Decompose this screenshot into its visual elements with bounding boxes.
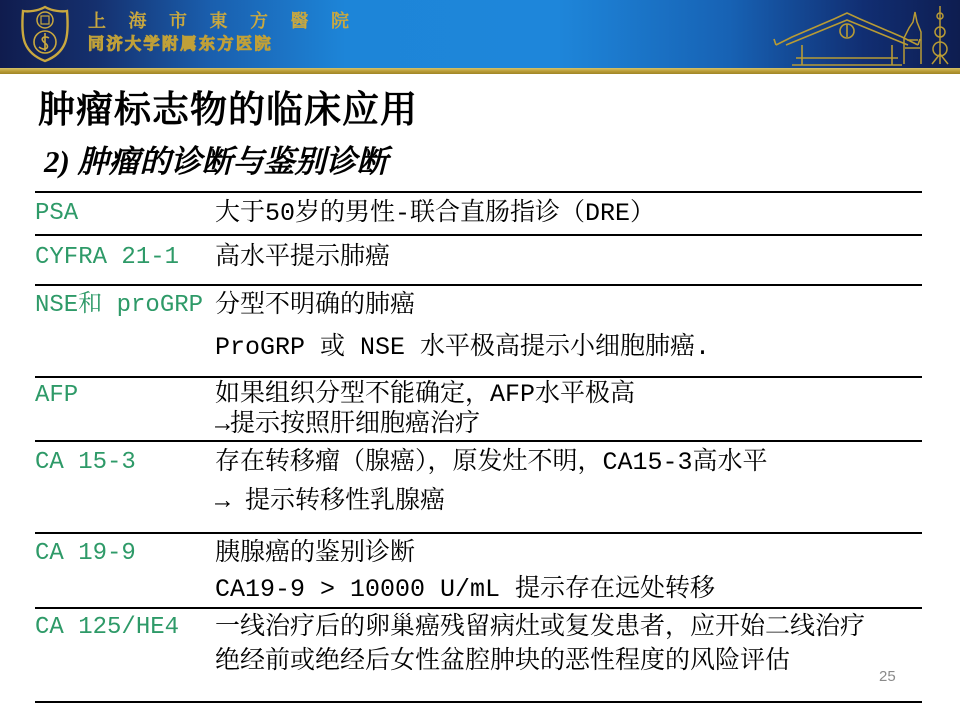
description-line: →提示按照肝细胞癌治疗 bbox=[215, 410, 481, 439]
marker-description bbox=[215, 612, 922, 701]
table-row-ca125-he4 bbox=[35, 607, 922, 701]
marker-label: NSE和 proGRP bbox=[35, 292, 204, 319]
marker-description bbox=[215, 242, 922, 284]
hospital-crest-icon bbox=[18, 5, 72, 68]
slide-title: 肿瘤标志物的临床应用 bbox=[38, 90, 418, 131]
description-line: 一线治疗后的卵巢癌残留病灶或复发患者，应开始二线治疗 bbox=[215, 613, 866, 642]
description-line: 绝经前或绝经后女性盆腔肿块的恶性程度的风险评估 bbox=[215, 647, 791, 676]
marker-description bbox=[215, 447, 922, 532]
marker-label: CYFRA 21-1 bbox=[35, 244, 180, 271]
slide-subtitle: 2) 肿瘤的诊断与鉴别诊断 bbox=[44, 144, 388, 179]
table-row-cyfra bbox=[35, 234, 922, 284]
table-row-nse-progrp bbox=[35, 284, 922, 376]
hospital-name: 上 海 市 東 方 醫 院 bbox=[88, 11, 358, 31]
description-line: 如果组织分型不能确定，AFP水平极高 bbox=[215, 380, 636, 409]
marker-label: AFP bbox=[35, 382, 79, 409]
marker-label: PSA bbox=[35, 200, 79, 227]
marker-description bbox=[215, 198, 922, 234]
marker-label: CA 19-9 bbox=[35, 540, 136, 567]
shanghai-skyline-icon bbox=[896, 2, 956, 73]
marker-description bbox=[215, 538, 922, 607]
marker-label: CA 125/HE4 bbox=[35, 614, 180, 641]
description-line: 分型不明确的肺癌 bbox=[215, 291, 416, 320]
marker-description bbox=[215, 380, 922, 440]
description-line: 存在转移瘤（腺癌），原发灶不明，CA15-3高水平 bbox=[215, 448, 768, 477]
marker-description bbox=[215, 290, 922, 376]
description-line: 高水平提示肺癌 bbox=[215, 243, 391, 272]
tumor-marker-table bbox=[35, 191, 922, 703]
description-line: → 提示转移性乳腺癌 bbox=[215, 487, 446, 516]
hospital-name-block bbox=[88, 10, 358, 55]
page-number: 25 bbox=[879, 668, 896, 685]
gold-divider bbox=[0, 68, 960, 74]
header-banner bbox=[0, 0, 960, 68]
hospital-affiliation: 同济大学附属东方医院 bbox=[88, 36, 274, 53]
description-line: 胰腺癌的鉴别诊断 bbox=[215, 539, 416, 568]
description-line: 大于50岁的男性-联合直肠指诊（DRE） bbox=[215, 199, 656, 228]
description-line: ProGRP 或 NSE 水平极高提示小细胞肺癌. bbox=[215, 333, 711, 362]
marker-label: CA 15-3 bbox=[35, 449, 136, 476]
table-row-ca15-3 bbox=[35, 440, 922, 532]
table-row-psa bbox=[35, 191, 922, 234]
table-row-ca19-9 bbox=[35, 532, 922, 607]
table-row-afp bbox=[35, 376, 922, 440]
description-line: CA19-9 > 10000 U/mL 提示存在远处转移 bbox=[215, 575, 716, 604]
